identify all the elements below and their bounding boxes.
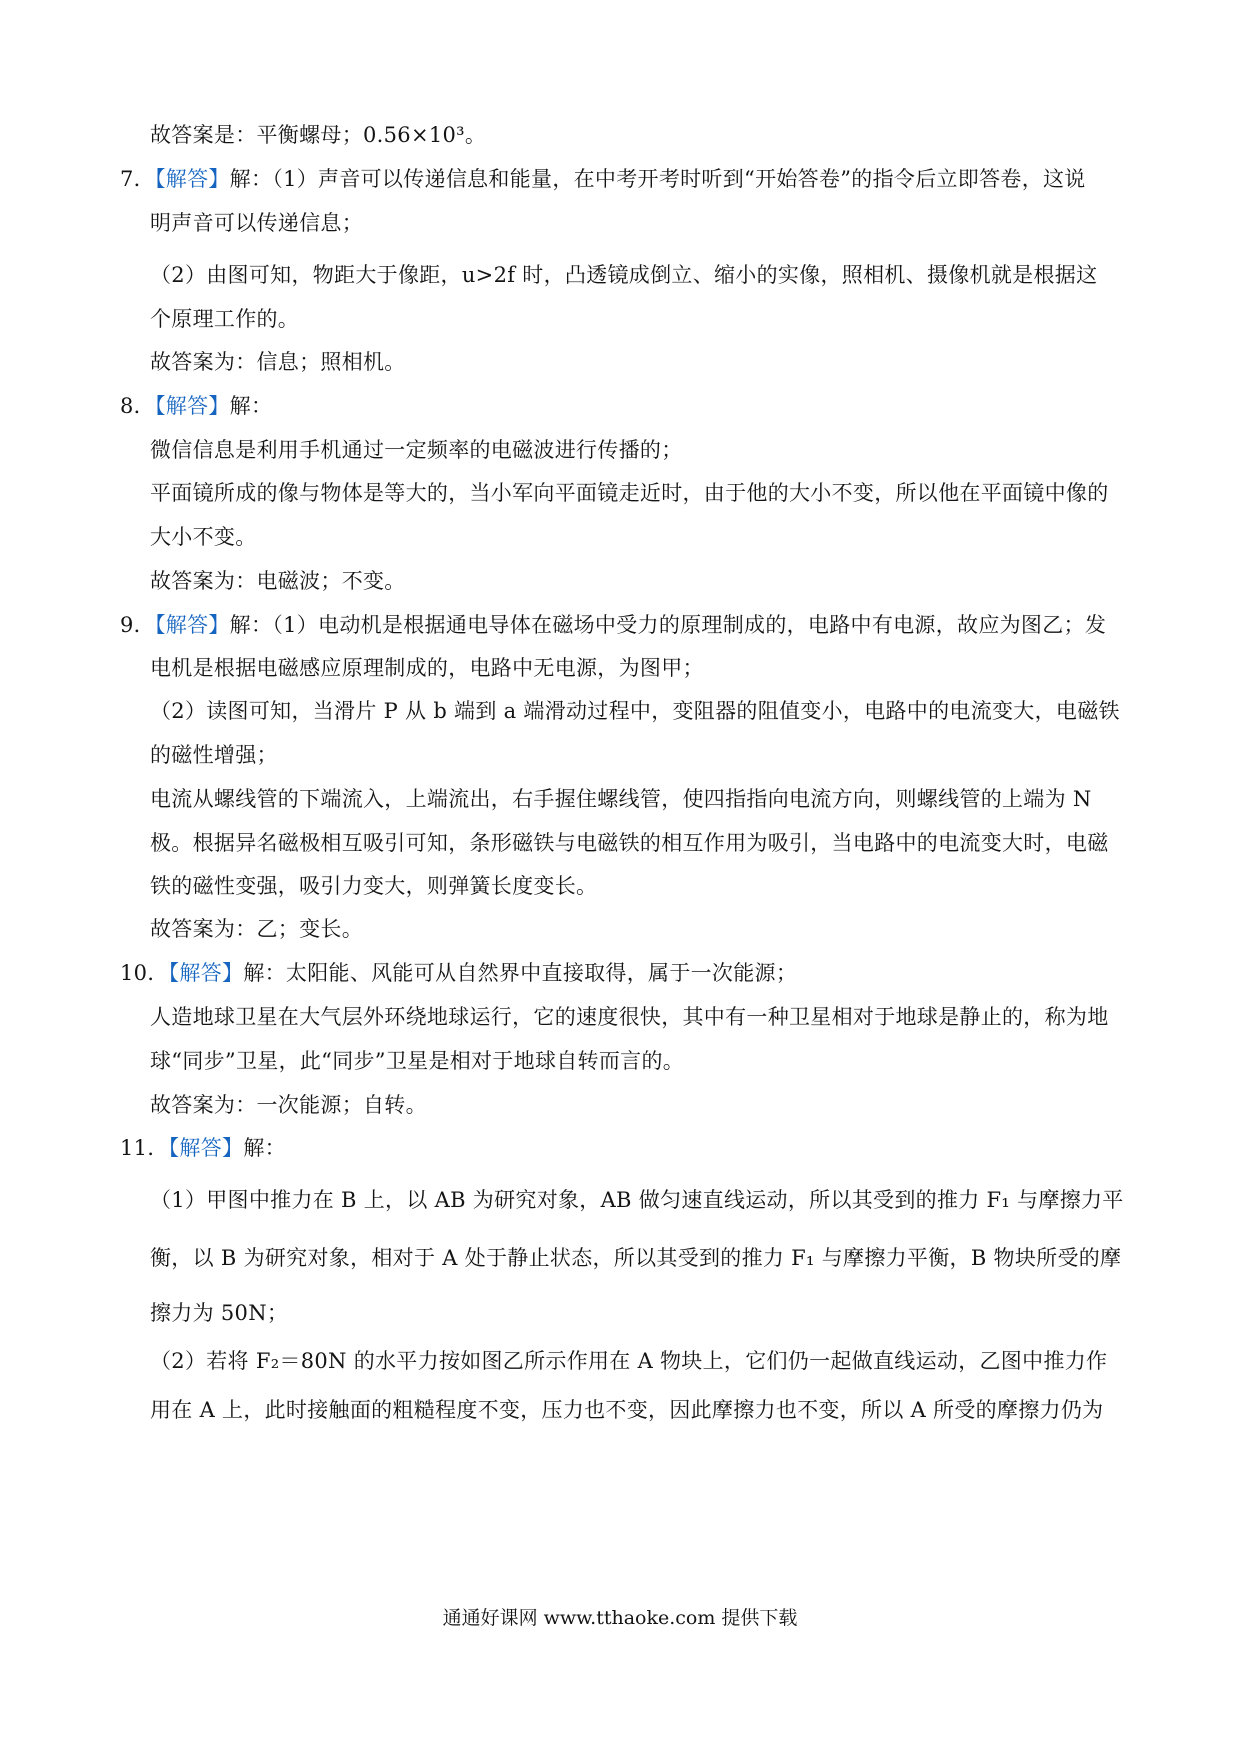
text-line bbox=[150, 566, 1130, 596]
text: （2）若将 F₂＝80N 的水平力按如图乙所示作用在 A 物块上，它们仍一起做直线运动，乙图中推力作 bbox=[150, 1349, 1108, 1373]
question-number: 11． bbox=[120, 1136, 169, 1160]
text-line bbox=[150, 1243, 1130, 1273]
text: 大小不变。 bbox=[150, 525, 257, 549]
text-line bbox=[150, 1298, 1130, 1328]
text-line bbox=[150, 478, 1130, 508]
text: （2）由图可知，物距大于像距，u>2f 时，凸透镜成倒立、缩小的实像，照相机、摄像机就是根据这 bbox=[150, 263, 1098, 287]
text: 的磁性增强； bbox=[150, 743, 278, 767]
question-text: 解： bbox=[243, 1136, 286, 1160]
text-line bbox=[150, 1046, 1130, 1076]
question-number: 7． bbox=[120, 167, 155, 191]
question-text: 解：太阳能、风能可从自然界中直接取得，属于一次能源； bbox=[243, 961, 798, 985]
text-line bbox=[150, 347, 1130, 377]
answer-tag: 【解答】 bbox=[168, 961, 244, 985]
answer-line bbox=[150, 120, 1130, 150]
text: 极。根据异名磁极相互吸引可知，条形磁铁与电磁铁的相互作用为吸引，当电路中的电流变大时，电磁 bbox=[150, 831, 1109, 855]
text-line bbox=[150, 304, 1130, 334]
text: 电机是根据电磁感应原理制成的，电路中无电源，为图甲； bbox=[150, 656, 704, 680]
answer-tag: 【解答】 bbox=[154, 167, 230, 191]
question-text: 解：（1）声音可以传递信息和能量，在中考开考时听到“开始答卷”的指令后立即答卷，这说 bbox=[229, 167, 1086, 191]
answer-tag: 【解答】 bbox=[154, 613, 230, 637]
text: 铁的磁性变强，吸引力变大，则弹簧长度变长。 bbox=[150, 874, 598, 898]
text: 人造地球卫星在大气层外环绕地球运行，它的速度很快，其中有一种卫星相对于地球是静止的，称为地 bbox=[150, 1005, 1109, 1029]
text-line bbox=[150, 828, 1130, 858]
question-number: 9． bbox=[120, 613, 155, 637]
text-line bbox=[150, 914, 1130, 944]
question-number: 10． bbox=[120, 961, 169, 985]
text-line bbox=[150, 1185, 1130, 1215]
text-line bbox=[150, 871, 1130, 901]
text: 球“同步”卫星，此“同步”卫星是相对于地球自转而言的。 bbox=[150, 1049, 685, 1073]
text: 明声音可以传递信息； bbox=[150, 211, 363, 235]
text-line bbox=[150, 784, 1130, 814]
question-text: 解： bbox=[229, 394, 273, 418]
text-line bbox=[150, 1346, 1130, 1376]
text-line bbox=[150, 208, 1130, 238]
text: 电流从螺线管的下端流入，上端流出，右手握住螺线管，使四指指向电流方向，则螺线管的上端为 N bbox=[150, 787, 1092, 811]
question-8-header bbox=[120, 391, 1100, 421]
answer-tag: 【解答】 bbox=[154, 394, 230, 418]
question-number: 8． bbox=[120, 394, 155, 418]
answer-tag: 【解答】 bbox=[168, 1136, 244, 1160]
text-line bbox=[150, 260, 1130, 290]
text: 平面镜所成的像与物体是等大的，当小军向平面镜走近时，由于他的大小不变，所以他在平面镜中像的 bbox=[150, 481, 1109, 505]
text-line bbox=[150, 740, 1130, 770]
question-7-header bbox=[120, 164, 1100, 194]
page-footer: 通通好课网 www.tthaoke.com 提供下载 bbox=[442, 1607, 798, 1629]
text: 故答案为：电磁波；不变。 bbox=[150, 569, 406, 593]
text: 故答案为：一次能源；自转。 bbox=[150, 1093, 427, 1117]
text-line bbox=[150, 696, 1130, 726]
text: 衡，以 B 为研究对象，相对于 A 处于静止状态，所以其受到的推力 F₁ 与摩擦力平衡，B 物块所受的摩 bbox=[150, 1246, 1122, 1270]
text: 故答案为：乙；变长。 bbox=[150, 917, 363, 941]
text-line bbox=[150, 1002, 1130, 1032]
text-line bbox=[150, 1090, 1130, 1120]
text: 个原理工作的。 bbox=[150, 307, 300, 331]
text: 故答案是：平衡螺母；0.56×10³。 bbox=[150, 123, 487, 147]
question-9-header bbox=[120, 610, 1107, 640]
text-line bbox=[150, 653, 1130, 683]
text: 用在 A 上，此时接触面的粗糙程度不变，压力也不变，因此摩擦力也不变，所以 A 所受的摩擦力仍为 bbox=[150, 1398, 1104, 1422]
question-11-header bbox=[120, 1133, 1100, 1163]
text: 微信信息是利用手机通过一定频率的电磁波进行传播的； bbox=[150, 438, 683, 462]
text-line bbox=[150, 435, 1130, 465]
question-text: 解：（1）电动机是根据通电导体在磁场中受力的原理制成的，电路中有电源，故应为图乙；发 bbox=[229, 613, 1107, 637]
question-10-header bbox=[120, 958, 1100, 988]
text-line bbox=[150, 522, 1130, 552]
text: 故答案为：信息；照相机。 bbox=[150, 350, 406, 374]
text-line bbox=[150, 1395, 1130, 1425]
text: 擦力为 50N； bbox=[150, 1301, 289, 1325]
text: （2）读图可知，当滑片 P 从 b 端到 a 端滑动过程中，变阻器的阻值变小，电路中的电流变大，电磁铁 bbox=[150, 699, 1120, 723]
text: （1）甲图中推力在 B 上，以 AB 为研究对象，AB 做匀速直线运动，所以其受到的推力 F₁ 与摩擦力平 bbox=[150, 1188, 1124, 1212]
